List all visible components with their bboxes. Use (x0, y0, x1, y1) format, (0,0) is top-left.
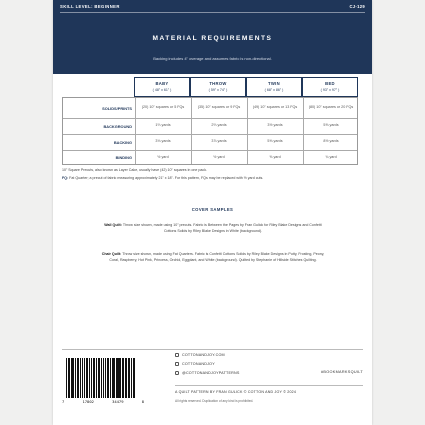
skill-level: SKILL LEVEL: BEGINNER (60, 4, 120, 9)
fq-label: FQ: (62, 176, 69, 180)
wall-quilt-description (98, 223, 328, 234)
row-label: BACKING (113, 139, 132, 145)
barcode-bar (123, 358, 124, 398)
row-label: SOLIDS/PRINTS (102, 105, 132, 111)
table-cell: ½ yard (157, 154, 169, 159)
size-dims: ( 93" x 97" ) (320, 88, 340, 92)
table-cell: 1⅔ yards (155, 123, 171, 128)
globe-icon (175, 353, 179, 357)
upc-digit-group: 7 (62, 399, 65, 404)
size-dims: ( 68" x 86" ) (264, 88, 284, 92)
instagram-link[interactable] (175, 371, 240, 375)
size-dims: ( 48" x 61" ) (152, 88, 172, 92)
header-banner (53, 0, 372, 74)
table-cell: (35) 10" squares or 9 FQs (197, 105, 241, 110)
table-cell: ½ yard (213, 154, 225, 159)
table-cell: 3⅛ yards (155, 139, 171, 144)
table-row (63, 118, 359, 134)
table-cell: 3½ yards (267, 123, 283, 128)
upc-barcode (62, 358, 144, 404)
wall-quilt-text: Throw size shown, made using 10" precuts. Fabric is Between the Pages by Fran Gulick for Riley Blake Designs and Confetti Cottons Solids by Riley Blake Designs in White (background). (121, 223, 322, 233)
barcode-bar (87, 358, 88, 398)
barcode-bar (110, 358, 111, 398)
rights-notice: All rights reserved. Duplication of any kind is prohibited. (175, 399, 254, 403)
barcode-bar (101, 358, 103, 398)
hashtag: #BOOKMARKSQUILT (321, 370, 363, 374)
table-cell: 2⅔ yards (211, 123, 227, 128)
table-row (63, 150, 359, 165)
size-name: TWIN (268, 81, 280, 86)
website-link[interactable] (175, 353, 225, 357)
size-name: THROW (209, 81, 227, 86)
barcode-bar (118, 358, 119, 398)
barcode-bar (71, 358, 73, 398)
size-header-twin (246, 77, 302, 97)
pattern-credit: A QUILT PATTERN BY FRAN GULICK © COTTON AND JOY © 2024 (175, 390, 297, 394)
table-cell: 5⅜ yards (267, 139, 283, 144)
table-cell: 8½ yards (323, 139, 339, 144)
website-text: COTTONANDJOY.COM (182, 353, 225, 357)
cover-samples-title: COVER SAMPLES (191, 207, 234, 212)
chair-quilt-description (98, 252, 328, 263)
wall-quilt-label: Wall Quilt: (104, 223, 122, 227)
credit-divider (175, 385, 363, 386)
backing-note: Backing includes 4" overage and assumes fabric is non-directional. (153, 56, 272, 61)
instagram-text: @COTTONANDJOYPATTERNS (182, 371, 240, 375)
barcode-bar (96, 358, 97, 398)
footer-divider (62, 349, 363, 350)
barcode-bar (131, 358, 132, 398)
chair-quilt-text: Throw size shown, made using Fat Quarters. Fabric is Confetti Cottons Solids by Riley Blake Designs in Putty, Frosting, Peony, Coral, Raspberry, Hot Pink, Princess, Orchid, Eggplant, and White (background). Quilted by Stephanie of Hillside Stitches Quilting. (109, 252, 325, 262)
shop-text: COTTONANDJOY (182, 362, 215, 366)
table-cell: 5⅝ yards (323, 123, 339, 128)
size-header-baby (134, 77, 190, 97)
pattern-back-cover (53, 0, 372, 425)
barcode-bars (66, 358, 142, 398)
row-label: BINDING (115, 155, 132, 160)
barcode-bar (113, 358, 115, 398)
banner-divider (60, 12, 365, 13)
table-cell: ⅝ yard (269, 154, 281, 159)
barcode-bar (82, 358, 84, 398)
barcode-bar (80, 358, 81, 398)
shop-icon (175, 362, 179, 366)
table-cell: (80) 10" squares or 20 FQs (308, 105, 354, 110)
table-row (63, 134, 359, 150)
requirements-table (62, 97, 358, 165)
barcode-bar (125, 358, 127, 398)
material-requirements-title: MATERIAL REQUIREMENTS (152, 35, 273, 42)
instagram-icon (175, 371, 179, 375)
barcode-bar (75, 358, 76, 398)
table-cell: (20) 10" squares or 5 FQs (141, 105, 185, 110)
table-cell: ¾ yard (325, 154, 337, 159)
upc-digits (62, 399, 144, 404)
fq-footnote (62, 176, 362, 181)
size-header-throw (190, 77, 246, 97)
size-dims: ( 59" x 74" ) (208, 88, 228, 92)
precuts-footnote: 10" Square Precuts, also known as Layer Cake, usually have (42) 10" squares in one pack. (62, 168, 207, 172)
upc-digit-group: 17802 (82, 399, 94, 404)
barcode-bar (91, 358, 93, 398)
table-cell: (49) 10" squares or 13 FQs (252, 105, 298, 110)
table-cell: 3⅞ yards (211, 139, 227, 144)
size-name: BED (325, 81, 335, 86)
chair-quilt-label: Chair Quilt: (101, 252, 122, 256)
pattern-code: CJ-129 (349, 4, 365, 9)
barcode-bar (134, 358, 135, 398)
upc-digit-group: 34479 (112, 399, 124, 404)
size-name: BABY (155, 81, 169, 86)
size-header-bed (302, 77, 358, 97)
barcode-bar (103, 358, 104, 398)
shop-link[interactable] (175, 362, 215, 366)
barcode-bar (66, 358, 67, 398)
fq-text: Fat Quarter; a precut of fabric measuring approximately 21" x 18". For this pattern, FQs may be replaced with ½ yard cuts. (68, 176, 264, 180)
upc-digit-group: 8 (141, 399, 144, 404)
row-label: BACKGROUND (103, 123, 132, 129)
table-row (63, 98, 359, 118)
